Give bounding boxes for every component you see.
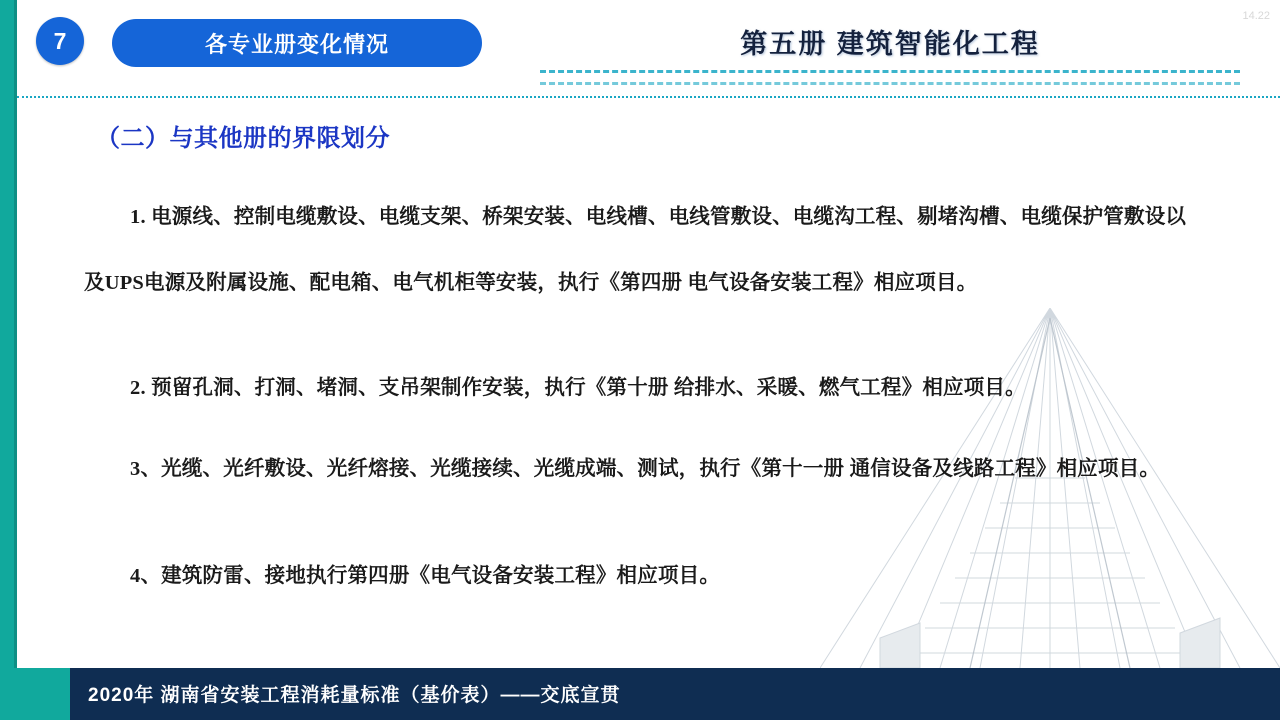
section-subtitle: （二）与其他册的界限划分 xyxy=(96,125,390,152)
left-accent-bar-inner xyxy=(14,0,17,720)
header-pill-label: 各专业册变化情况 xyxy=(112,19,482,67)
footer-accent-block xyxy=(0,668,70,720)
footer-text: 2020年 湖南省安装工程消耗量标准（基价表）——交底宣贯 xyxy=(88,685,621,706)
body-paragraph-2: 2. 预留孔洞、打洞、堵洞、支吊架制作安装，执行《第十册 给排水、采暖、燃气工程》相应项目。 xyxy=(130,377,1026,399)
section-number-badge: 7 xyxy=(36,17,84,65)
left-accent-bar xyxy=(0,0,14,720)
slide-header xyxy=(0,0,1280,98)
page-number: 14.22 xyxy=(1242,10,1270,22)
body-paragraph-4: 4、建筑防雷、接地执行第四册《电气设备安装工程》相应项目。 xyxy=(130,565,721,587)
slide-footer xyxy=(0,668,1280,720)
header-dashed-line-2 xyxy=(540,82,1240,85)
body-paragraph-3: 3、光缆、光纤敷设、光纤熔接、光缆接续、光缆成端、测试，执行《第十一册 通信设备及线路工程》相应项目。 xyxy=(130,458,1161,480)
header-dashed-line-1 xyxy=(540,70,1240,73)
header-divider xyxy=(17,96,1280,98)
body-paragraph-1: 1. 电源线、控制电缆敷设、电缆支架、桥架安装、电线槽、电线管敷设、电缆沟工程、剔堵沟槽、电缆保护管敷设以及UPS电源及附属设施、配电箱、电气机柜等安装，执行《第四册 电气设备安装工程》相应项目。 xyxy=(84,206,1187,294)
slide-title: 第五册 建筑智能化工程 xyxy=(740,29,1040,59)
